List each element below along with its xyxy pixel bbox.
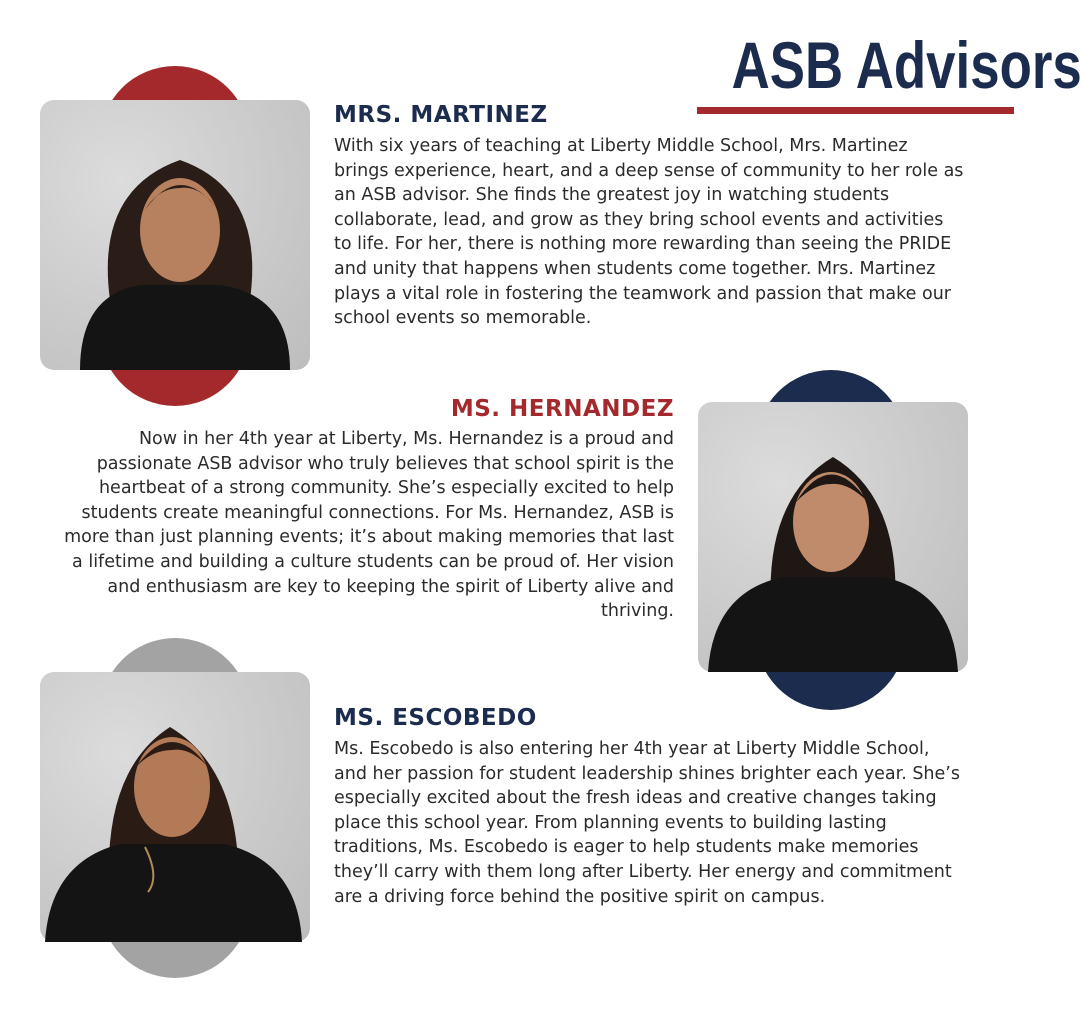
- advisor-name-martinez: MRS. MARTINEZ: [334, 102, 548, 128]
- advisor-bio-hernandez: Now in her 4th year at Liberty, Ms. Hernandez is a proud and passionate ASB advisor who truly believes that school spirit is the heartbeat of a strong community. She’s especially excited to help students create meaningful connections. For Ms. Hernandez, ASB is more than just planning events; it’s about making memories that last a lifetime and building a culture students can be proud of. Her vision and enthusiasm are key to keeping the spirit of Liberty alive and thriving.: [64, 429, 674, 622]
- page-title: ASB Advisors: [731, 28, 1082, 102]
- advisor-name-hernandez: MS. HERNANDEZ: [450, 396, 674, 422]
- photo-hernandez: [698, 402, 968, 672]
- title-underline: [697, 107, 1014, 114]
- photo-martinez: [40, 100, 310, 370]
- advisor-bio-martinez: With six years of teaching at Liberty Middle School, Mrs. Martinez brings experience, heart, and a deep sense of community to her role as an ASB advisor. She finds the greatest joy in watching students collaborate, lead, and grow as they bring school events and activities to life. For her, there is nothing more rewarding than seeing the PRIDE and unity that happens when students come together. Mrs. Martinez plays a vital role in fostering the teamwork and passion that make our school events so memorable.: [334, 136, 964, 329]
- advisor-bio-escobedo: Ms. Escobedo is also entering her 4th year at Liberty Middle School, and her passion for student leadership shines brighter each year. She’s especially excited about the fresh ideas and creative changes taking place this school year. From planning events to building lasting traditions, Ms. Escobedo is eager to help students make memories they’ll carry with them long after Liberty. Her energy and commitment are a driving force behind the positive spirit on campus.: [334, 739, 960, 907]
- advisor-name-escobedo: MS. ESCOBEDO: [334, 705, 537, 731]
- photo-escobedo: [40, 672, 310, 942]
